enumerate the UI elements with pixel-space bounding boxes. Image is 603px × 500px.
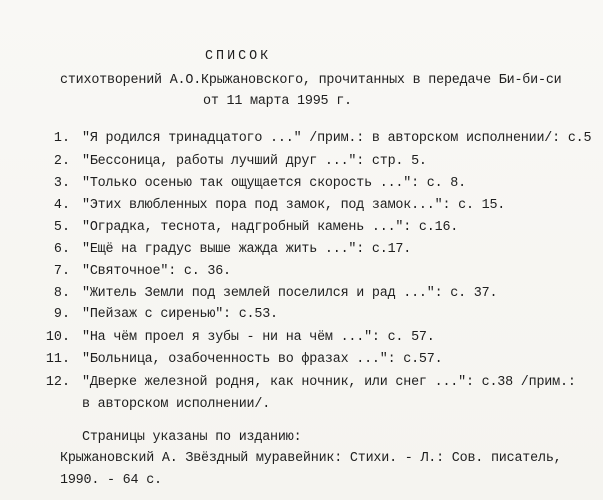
list-item: "Дверке железной родня, как ночник, или снег ...": с.38 /прим.: [82, 375, 576, 390]
list-item: "Святочное": с. 36. [82, 264, 231, 279]
list-item: "Этих влюбленных пора под замок, под замок...": с. 15. [82, 198, 506, 213]
document-subtitle: стихотворений А.О.Крыжановского, прочитанных в передаче Би-би-си [60, 73, 562, 88]
list-item-number: 8. [53, 286, 70, 301]
list-item-number: 6. [53, 242, 70, 257]
list-item-number: 10. [45, 330, 70, 345]
list-item-number: 7. [53, 264, 70, 279]
list-item-number: 9. [53, 307, 70, 322]
document-date-line: от 11 марта 1995 г. [203, 94, 352, 109]
pages-note: Страницы указаны по изданию: [82, 430, 302, 445]
list-item: "Оградка, теснота, надгробный камень ...": с.16. [82, 220, 459, 235]
list-item: "Больница, озабоченность во фразах ...": с.57. [82, 352, 443, 367]
source-citation-line-2: 1990. - 64 с. [60, 473, 162, 488]
document-title: СПИСОК [205, 49, 272, 64]
list-item: "Пейзаж с сиренью": с.53. [82, 307, 278, 322]
list-item-number: 12. [45, 375, 70, 390]
list-item: "Ещё на градус выше жажда жить ...": с.17. [82, 242, 412, 257]
list-item-number: 2. [53, 154, 70, 169]
list-item-number: 11. [45, 352, 70, 367]
list-item: "На чём проел я зубы - ни на чём ...": с. 57. [82, 330, 435, 345]
list-item: "Только осенью так ощущается скорость ...": с. 8. [82, 176, 466, 191]
list-item-continuation: в авторском исполнении/. [82, 397, 271, 412]
list-item-number: 5. [53, 220, 70, 235]
source-citation-line-1: Крыжановский А. Звёздный муравейник: Стихи. - Л.: Сов. писатель, [60, 451, 562, 466]
list-item-number: 1. [53, 131, 70, 146]
list-item: "Житель Земли под землей поселился и рад ...": с. 37. [82, 286, 498, 301]
list-item: "Я родился тринадцатого ..." /прим.: в авторском исполнении/: с.5 [82, 131, 592, 146]
list-item-number: 4. [53, 198, 70, 213]
list-item-number: 3. [53, 176, 70, 191]
list-item: "Бессоница, работы лучший друг ...": стр. 5. [82, 154, 427, 169]
